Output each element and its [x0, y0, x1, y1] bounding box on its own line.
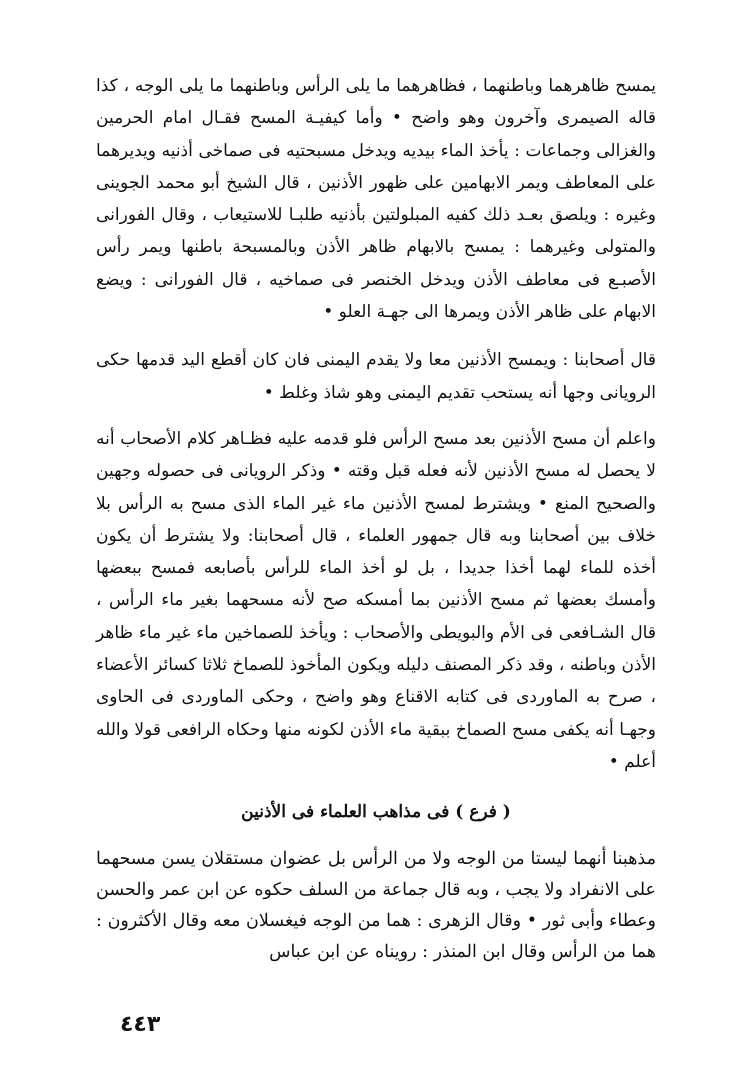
page-body — [96, 70, 656, 968]
page-number: ٤٤٣ — [120, 1012, 161, 1037]
paragraph-ear-wiping-method: يمسح ظاهرهما وباطنهما ، فظاهرهما ما يلى الرأس وباطنهما ما يلى الوجه ، كذا قاله الصيمرى وآخرون وهو واضح • وأما كيفيـة المسح فقـال امام الحرمين والغزالى وجماعات : يأخذ الماء بيديه ويدخل مسبحتيه فى صماخى أذنيه ويديرهما على المعاطف ويمر الابهامين على ظهور الأذنين ، قال الشيخ أبو محمد الجوينى وغيره : ويلصق بعـد ذلك كفيه المبلولتين بأذنيه طلبـا للاستيعاب ، وقال الفورانى والمتولى وغيرهما : يمسح بالابهام ظاهر الأذن وبالمسبحة باطنها ويمر رأس الأصبـع فى معاطف الأذن ويدخل الخنصر فى صماخيه ، قال الفورانى : ويضع الابهام على ظاهر الأذن ويمرها الى جهـة العلو • — [96, 76, 656, 323]
paragraph-order-and-water: واعلم أن مسح الأذنين بعد مسح الرأس فلو قدمه عليه فظـاهر كلام الأصحاب أنه لا يحصل له مسح الأذنين لأنه فعله قبل وقته • وذكر الرويانى فى حصوله وجهين والصحيح المنع • ويشترط لمسح الأذنين ماء غير الماء الذى مسح به الرأس بلا خلاف بين أصحابنا وبه قال جمهور العلماء ، قال أصحابنا: ولا يشترط أن يكون أخذه للماء لهما أخذا جديدا ، بل لو أخذ الماء للرأس بأصابعه فمسح ببعضها وأمسك بعضها ثم مسح الأذنين بما أمسكه صح لأنه مسحهما بغير ماء الرأس ، قال الشـافعى فى الأم والبويطى والأصحاب : ويأخذ للصماخين ماء غير ماء ظاهر الأذن وباطنه ، وقد ذكر المصنف دليله ويكون المأخوذ للصماخ ثلاثا كسائر الأعضاء ، صرح به الماوردى فى كتابه الاقناع وهو واضح ، وحكى الماوردى فى الحاوى وجهـا أنه يكفى مسح الصماخ ببقية ماء الأذن لكونه منها وحكاه الرافعى قولا والله أعلم • — [96, 428, 656, 772]
paragraph-both-ears: قال أصحابنا : ويمسح الأذنين معا ولا يقدم اليمنى فان كان أقطع اليد قدمها حكى الرويانى وجها أنه يستحب تقديم اليمنى وهو شاذ وغلط • — [96, 350, 656, 403]
section-heading: ( فرع ) فى مذاهب العلماء فى الأذنين — [241, 802, 511, 823]
paragraph-scholars-views: مذهبنا أنهما ليستا من الوجه ولا من الرأس بل عضوان مستقلان يسن مسحهما على الانفراد ولا يجب ، وبه قال جماعة من السلف حكوه عن ابن عمر والحسن وعطاء وأبى ثور • وقال الزهرى : هما من الوجه فيغسلان معه وقال الأكثرون : هما من الرأس وقال ابن المنذر : رويناه عن ابن عباس — [96, 849, 656, 963]
